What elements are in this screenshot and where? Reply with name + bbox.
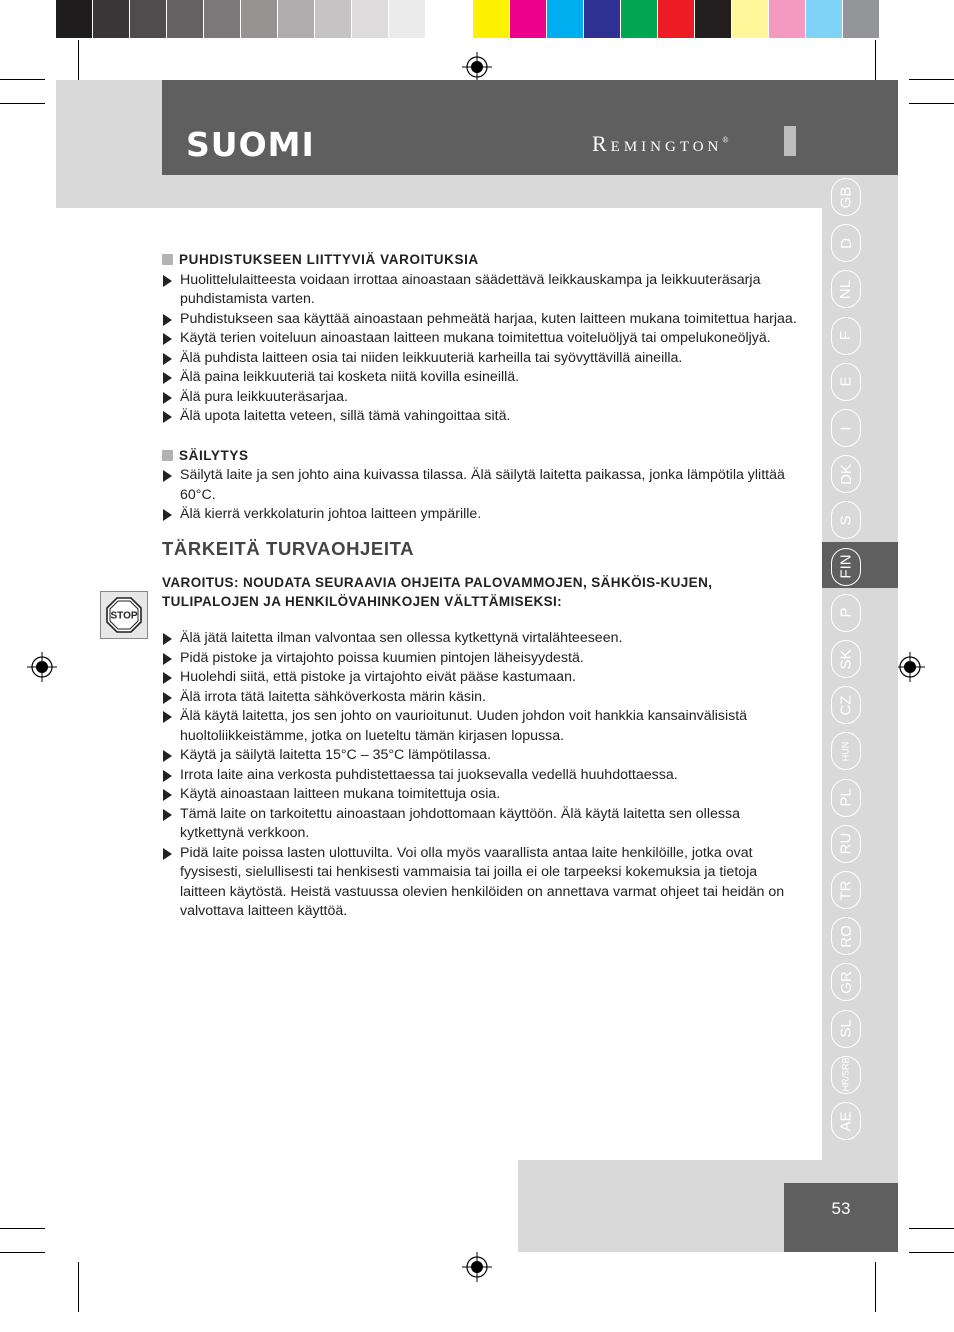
brand-name: Remington	[592, 131, 723, 156]
brand-logo	[592, 131, 732, 157]
lang-tab-label: SK	[837, 648, 855, 670]
cleaning-list	[162, 271, 798, 427]
list-item: Käytä ja säilytä laitetta 15°C – 35°C lämpötilassa.	[162, 746, 798, 766]
color-swatch	[806, 0, 843, 38]
color-swatch	[473, 0, 510, 38]
list-item: Käytä ainoastaan laitteen mukana toimitettuja osia.	[162, 785, 798, 805]
lang-tab-outline	[831, 317, 861, 355]
registration-mark-icon	[462, 52, 492, 82]
storage-list	[162, 466, 798, 525]
lang-tab-label: GB	[837, 186, 855, 208]
lang-tab-outline	[831, 871, 861, 909]
safety-heading: TÄRKEITÄ TURVAOHJEITA	[162, 537, 415, 559]
list-item: Älä pura leikkuuteräsarjaa.	[162, 388, 798, 408]
lang-tab-outline	[831, 594, 861, 632]
lang-tab-sk[interactable]	[831, 640, 861, 678]
list-item: Säilytä laite ja sen johto aina kuivassa tilassa. Älä säilytä laitetta paikassa, jonka lämpötila ylittää 60°C.	[162, 466, 798, 505]
list-item: Puhdistukseen saa käyttää ainoastaan pehmeätä harjaa, kuten laitteen mukana toimitettua harjaa.	[162, 310, 798, 330]
list-item: Pidä pistoke ja virtajohto poissa kuumien pintojen läheisyydestä.	[162, 649, 798, 669]
lang-tab-f[interactable]	[831, 317, 861, 355]
list-item: Huolehdi siitä, että pistoke ja virtajohto eivät pääse kastumaan.	[162, 668, 798, 688]
lang-tab-dk[interactable]	[831, 455, 861, 493]
lang-tab-outline	[831, 1010, 861, 1048]
lang-tab-label: F	[837, 331, 855, 341]
square-bullet-icon	[162, 450, 173, 461]
lang-tab-s[interactable]	[831, 501, 861, 539]
list-item: Käytä terien voiteluun ainoastaan laitteen mukana toimitettua voiteluöljyä tai ompelukoneöljyä.	[162, 329, 798, 349]
color-swatch	[352, 0, 389, 38]
color-swatch	[843, 0, 880, 38]
lang-tab-d[interactable]	[831, 224, 861, 262]
lang-tab-label: NL	[837, 279, 855, 299]
list-item: Älä jätä laitetta ilman valvontaa sen ollessa kytkettynä virtalähteeseen.	[162, 629, 798, 649]
stop-sign-icon	[100, 591, 148, 639]
lang-tab-label: HR/SRB	[840, 1057, 851, 1092]
lang-tab-ro[interactable]	[831, 917, 861, 955]
lang-tab-outline	[831, 779, 861, 817]
lang-tab-outline	[831, 270, 861, 308]
lang-tab-outline	[831, 409, 861, 447]
lang-tab-label: S	[837, 515, 855, 526]
lang-tab-ae[interactable]	[831, 1102, 861, 1140]
brand-bar	[784, 126, 796, 156]
lang-tab-label: TR	[837, 880, 855, 900]
cleaning-heading	[162, 250, 798, 270]
color-swatch	[130, 0, 167, 38]
lang-tab-label: GR	[837, 971, 855, 994]
safety-list	[162, 629, 798, 922]
list-item: Älä paina leikkuuteriä tai kosketa niitä kovilla esineillä.	[162, 368, 798, 388]
lang-tab-outline	[831, 501, 861, 539]
lang-tab-nl[interactable]	[831, 270, 861, 308]
registration-mark-icon	[895, 652, 925, 682]
lang-tab-label: I	[837, 425, 855, 431]
registration-mark-icon	[462, 1252, 492, 1282]
list-item: Älä irrota tätä laitetta sähköverkosta märin käsin.	[162, 688, 798, 708]
lang-tab-tr[interactable]	[831, 871, 861, 909]
lang-tab-sl[interactable]	[831, 1010, 861, 1048]
lang-tab-cz[interactable]	[831, 686, 861, 724]
color-swatch	[278, 0, 315, 38]
page-header	[162, 80, 898, 175]
color-swatch	[315, 0, 352, 38]
list-item: Irrota laite aina verkosta puhdistettaessa tai juoksevalla vedellä huuhdottaessa.	[162, 766, 798, 786]
color-swatch	[204, 0, 241, 38]
lang-tab-label: FIN	[837, 554, 855, 579]
lang-tab-gb[interactable]	[831, 178, 861, 216]
lang-tab-outline	[831, 732, 861, 770]
color-calibration-bar	[56, 0, 880, 40]
color-swatch	[584, 0, 621, 38]
color-swatch	[695, 0, 732, 38]
lang-tab-label: RO	[837, 924, 855, 948]
page-content	[162, 250, 798, 922]
lang-tab-gr[interactable]	[831, 963, 861, 1001]
page-number-box	[784, 1183, 898, 1252]
storage-heading	[162, 446, 798, 466]
color-swatch	[732, 0, 769, 38]
list-item: Älä puhdista laitteen osia tai niiden leikkuuteriä karheilla tai syövyttävillä aineilla.	[162, 349, 798, 369]
square-bullet-icon	[162, 254, 173, 265]
cleaning-heading-text: PUHDISTUKSEEN LIITTYVIÄ VAROITUKSIA	[179, 252, 479, 267]
list-item: Älä käytä laitetta, jos sen johto on vaurioitunut. Uuden johdon voit hankkia kansainvälisistä huoltoliikkeistämme, jotka on lueteltu tämän kirjasen lopussa.	[162, 707, 798, 746]
lang-tab-outline	[831, 1056, 861, 1094]
color-swatch	[621, 0, 658, 38]
lang-tab-outline	[831, 917, 861, 955]
lang-tab-ru[interactable]	[831, 825, 861, 863]
lang-tab-fin[interactable]	[831, 548, 861, 586]
lang-tab-hr-srb[interactable]	[831, 1056, 861, 1094]
lang-tab-pl[interactable]	[831, 779, 861, 817]
lang-tab-label: CZ	[837, 695, 855, 716]
lang-tab-outline	[831, 963, 861, 1001]
lang-tab-outline	[831, 178, 861, 216]
color-swatch	[547, 0, 584, 38]
lang-tab-label: PL	[837, 788, 855, 807]
lang-tab-outline	[831, 363, 861, 401]
color-swatch	[241, 0, 278, 38]
lang-tab-label: E	[837, 376, 855, 387]
lang-tab-label: HUN	[840, 741, 851, 762]
list-item: Pidä laite poissa lasten ulottuvilta. Voi olla myös vaarallista antaa laite henkilöille, jotka ovat fyysisesti, sielullisesti tai henkisesti vammaisia tai joilla ei ole tarpeeksi kokemuksia ja tietoja laitteen käytöstä. Heistä vastuussa olevien henkilöiden on annettava varmat ohjeet tai heidän on valvottava laitteen käyttöä.	[162, 844, 798, 922]
lang-tab-outline	[831, 686, 861, 724]
lang-tab-outline	[831, 825, 861, 863]
color-swatch	[658, 0, 695, 38]
color-swatch	[510, 0, 547, 38]
lang-tab-label: D	[837, 237, 855, 249]
lang-tab-e[interactable]	[831, 363, 861, 401]
lang-tab-i[interactable]	[831, 409, 861, 447]
page-number: 53	[831, 1199, 851, 1218]
swatch-gap	[463, 0, 473, 38]
registration-mark-icon	[27, 652, 57, 682]
lang-tab-label: RU	[837, 832, 855, 855]
storage-heading-text: SÄILYTYS	[179, 447, 249, 463]
lang-tab-label: AE	[837, 1110, 855, 1132]
color-swatch	[389, 0, 426, 38]
lang-tab-hun[interactable]	[831, 732, 861, 770]
lang-tab-label: DK	[837, 463, 855, 485]
lang-tab-p[interactable]	[831, 594, 861, 632]
color-swatch	[56, 0, 93, 38]
color-swatch	[426, 0, 463, 38]
color-swatch	[769, 0, 806, 38]
lang-tab-outline	[831, 1102, 861, 1140]
list-item: Älä kierrä verkkolaturin johtoa laitteen ympärille.	[162, 505, 798, 525]
list-item: Huolittelulaitteesta voidaan irrottaa ainoastaan säädettävä leikkauskampa ja leikkuuteräsarja puhdistamista varten.	[162, 271, 798, 310]
lang-tab-label: P	[837, 607, 855, 618]
brand-registered-mark: ®	[722, 135, 733, 145]
color-swatch	[93, 0, 130, 38]
lang-tab-label: SL	[837, 1019, 855, 1038]
stop-label: STOP	[110, 610, 138, 622]
safety-warning: VAROITUS: NOUDATA SEURAAVIA OHJEITA PALOVAMMOJEN, SÄHKÖIS-KUJEN, TULIPALOJEN JA HENKILÖVAHINKOJEN VÄLTTÄMISEKSI:	[162, 575, 713, 609]
lang-tab-outline	[831, 455, 861, 493]
lang-tab-outline	[831, 640, 861, 678]
list-item: Tämä laite on tarkoitettu ainoastaan johdottomaan käyttöön. Älä käytä laitetta sen ollessa kytkettynä verkkoon.	[162, 805, 798, 844]
lang-tab-outline	[831, 224, 861, 262]
list-item: Älä upota laitetta veteen, sillä tämä vahingoittaa sitä.	[162, 407, 798, 427]
color-swatch	[167, 0, 204, 38]
lang-tab-outline	[831, 548, 861, 586]
page-title: SUOMI	[186, 125, 315, 164]
